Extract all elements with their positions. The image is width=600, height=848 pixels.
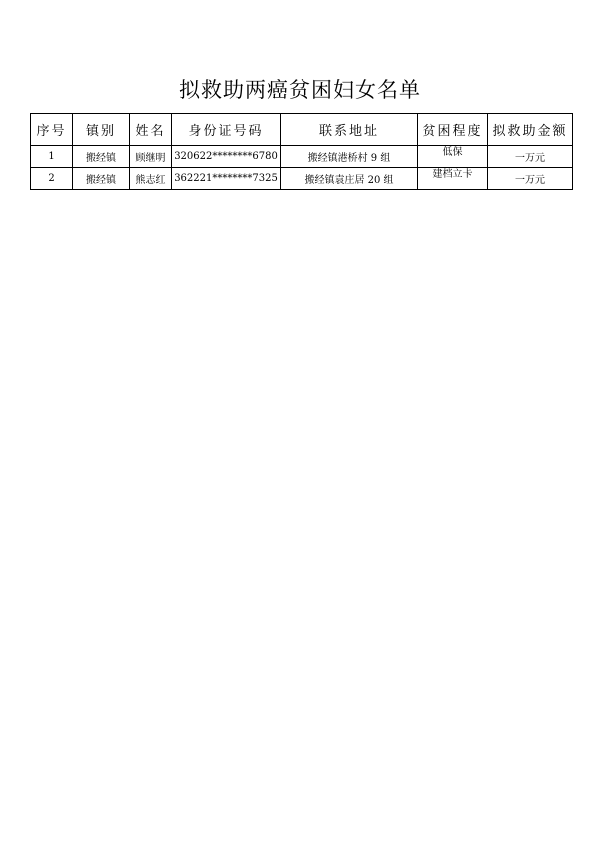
- table-header-row: [31, 114, 573, 146]
- cell-aid-amount: 一万元: [488, 146, 573, 168]
- cell-poverty-level: 低保: [418, 146, 488, 168]
- table-row: [31, 146, 573, 168]
- cell-id-number: 320622********6780: [172, 146, 281, 168]
- cell-index: 2: [31, 168, 73, 190]
- cell-name: 顾继明: [130, 146, 172, 168]
- table-row: [31, 168, 573, 190]
- cell-poverty-level: 建档立卡: [418, 168, 488, 190]
- header-index: 序号: [31, 114, 73, 146]
- cell-index: 1: [31, 146, 73, 168]
- cell-town: 搬经镇: [73, 168, 130, 190]
- cell-town: 搬经镇: [73, 146, 130, 168]
- header-poverty-level: 贫困程度: [418, 114, 488, 146]
- cell-name: 熊志红: [130, 168, 172, 190]
- header-aid-amount: 拟救助金额: [488, 114, 573, 146]
- header-address: 联系地址: [281, 114, 418, 146]
- header-name: 姓名: [130, 114, 172, 146]
- cell-address: 搬经镇袁庄居 20 组: [281, 168, 418, 190]
- recipient-table: [30, 113, 573, 190]
- header-id-number: 身份证号码: [172, 114, 281, 146]
- cell-address: 搬经镇港桥村 9 组: [281, 146, 418, 168]
- cell-id-number: 362221********7325: [172, 168, 281, 190]
- header-town: 镇别: [73, 114, 130, 146]
- page-title: 拟救助两癌贫困妇女名单: [179, 78, 421, 102]
- cell-aid-amount: 一万元: [488, 168, 573, 190]
